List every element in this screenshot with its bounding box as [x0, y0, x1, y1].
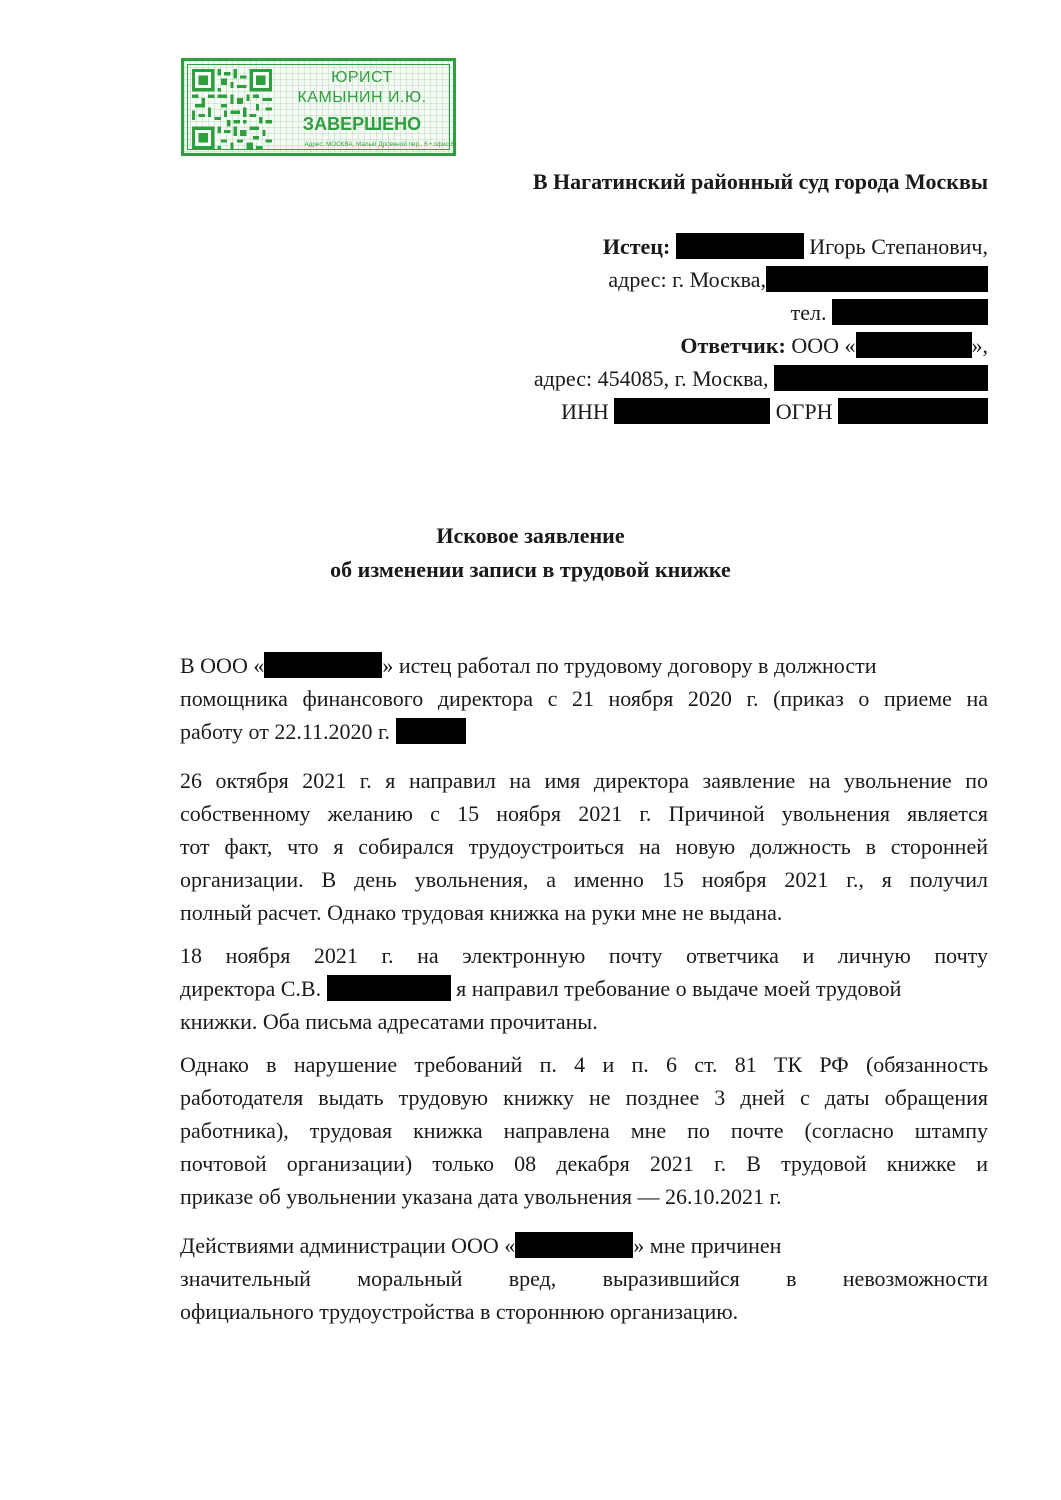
inn-label: ИНН — [561, 399, 609, 424]
redacted-box — [327, 975, 451, 1001]
text-fragment: администрации — [299, 1233, 446, 1258]
redacted-box — [614, 398, 770, 424]
text-fragment: мне — [649, 1233, 686, 1258]
text-fragment: работу от 22.11.2020 г. — [180, 719, 391, 744]
paragraph-line: 26 октября 2021 г. я направил на имя директора заявление на увольнение по — [180, 768, 988, 793]
defendant-org-close: », — [971, 333, 988, 358]
paragraph-line — [180, 649, 988, 682]
plaintiff-name: Игорь Степанович, — [809, 234, 988, 259]
redacted-box — [396, 718, 466, 744]
paragraph-line: полный расчет. Однако трудовая книжка на руки мне не выдана. — [180, 900, 783, 925]
text-fragment: причинен — [690, 1233, 782, 1258]
court-name: В Нагатинский районный суд города Москвы — [532, 169, 988, 194]
plaintiff-address-line — [608, 265, 988, 295]
text-fragment: В ООО « — [180, 653, 265, 678]
paragraph-line: собственному желанию с 15 ноября 2021 г. Причиной увольнения является — [180, 801, 988, 826]
paragraph-line — [180, 1229, 988, 1262]
plaintiff-line — [603, 232, 988, 262]
defendant-label: Ответчик: — [680, 333, 786, 358]
text-fragment — [504, 1233, 644, 1258]
paragraph-line: почтовой организации) только 08 декабря 2021 г. В трудовой книжке и — [180, 1151, 988, 1176]
text-fragment: « — [504, 1233, 516, 1258]
paragraph-line: значительный моральный вред, выразившийся в невозможности — [180, 1266, 988, 1291]
ogrn-label: ОГРН — [775, 399, 833, 424]
defendant-line — [680, 331, 988, 361]
stamp-address: Адрес: МОСКВА, Малый Дровяной пер., 6 • офис 6 — [304, 141, 454, 148]
plaintiff-label: Истец: — [602, 234, 671, 259]
paragraph-line — [180, 715, 988, 748]
paragraph-line: помощника финансового директора с 21 ноября 2020 г. (приказ о приеме на — [180, 686, 988, 711]
redacted-box — [264, 652, 382, 678]
inn-ogrn-line — [561, 397, 988, 427]
paragraph-line: организации. В день увольнения, а именно 15 ноября 2021 г., я получил — [180, 867, 988, 892]
defendant-address: адрес: 454085, г. Москва, — [533, 366, 769, 391]
paragraph-line: официального трудоустройства в стороннюю организацию. — [180, 1299, 739, 1324]
paragraph-3 — [180, 939, 988, 1038]
text-fragment — [180, 976, 451, 1001]
defendant-address-line — [534, 364, 988, 394]
paragraph-2 — [180, 764, 988, 929]
paragraph-5 — [180, 1229, 988, 1328]
text-fragment: ООО — [451, 1233, 499, 1258]
text-fragment: я направил требование о выдаче моей трудовой — [456, 976, 902, 1001]
text-fragment: » — [633, 1233, 645, 1258]
defendant-org-open: ООО « — [791, 333, 856, 358]
paragraph-1 — [180, 649, 988, 748]
paragraph-line: книжки. Оба письма адресатами прочитаны. — [180, 1009, 598, 1034]
paragraph-line: Однако в нарушение требований п. 4 и п. 6 ст. 81 ТК РФ (обязанность — [180, 1052, 988, 1077]
lawyer-stamp — [181, 58, 456, 156]
redacted-box — [774, 365, 988, 391]
paragraph-line: тот факт, что я собирался трудоустроиться на новую должность в сторонней — [180, 834, 988, 859]
phone-label: тел. — [790, 300, 827, 325]
document-subtitle: об изменении записи в трудовой книжке — [330, 557, 731, 582]
phone-line — [791, 298, 988, 328]
paragraph-line: работодателя выдать трудовую книжку не позднее 3 дней с даты обращения — [180, 1085, 988, 1110]
text-fragment: » истец работал по трудовому договору в должности — [382, 653, 877, 678]
redacted-box — [832, 299, 988, 325]
plaintiff-address: адрес: г. Москва, — [608, 267, 766, 292]
qr-code-icon — [192, 69, 272, 149]
paragraph-line: приказе об увольнении указана дата увольнения — 26.10.2021 г. — [180, 1184, 782, 1209]
redacted-box — [856, 332, 972, 358]
redacted-box — [676, 233, 804, 259]
text-fragment: директора С.В. — [180, 976, 322, 1001]
redacted-box — [515, 1232, 633, 1258]
paragraph-line: работника), трудовая книжка направлена мне по почте (согласно штампу — [180, 1118, 988, 1143]
stamp-status: ЗАВЕРШЕНО — [302, 114, 422, 134]
paragraph-line: 18 ноября 2021 г. на электронную почту ответчика и личную почту — [180, 943, 988, 968]
text-fragment: Действиями — [180, 1233, 295, 1258]
redacted-box — [838, 398, 988, 424]
paragraph-line — [180, 972, 988, 1005]
paragraph-4 — [180, 1048, 988, 1213]
redacted-box — [766, 266, 988, 292]
stamp-title-name: КАМЫНИН И.Ю. — [297, 89, 427, 106]
document-title: Исковое заявление — [436, 523, 625, 548]
stamp-title-role: ЮРИСТ — [331, 69, 393, 86]
